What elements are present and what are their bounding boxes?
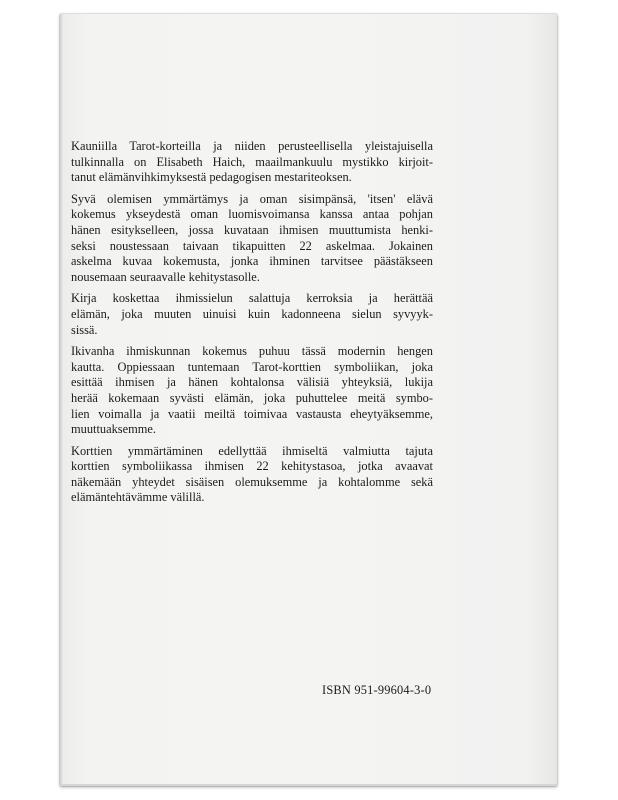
blurb-line: hänen esitykselleen, jossa kuvataan ihmisen muuttumista henki- — [71, 222, 433, 237]
blurb-line: Korttien ymmärtäminen edellyttää ihmiseltä valmiutta tajuta — [71, 443, 433, 458]
blurb-line: elämäntehtävämme välillä. — [71, 490, 205, 505]
blurb-line: korttien symboliikassa ihmisen 22 kehitystasoa, jotka avaavat — [71, 459, 433, 474]
blurb-line: näkemään yhteydet sisäisen olemuksemme ja kohtalomme sekä — [71, 474, 433, 489]
blurb-line: esittää ihmisen ja hänen kohtalonsa välisiä yhteyksiä, lukija — [71, 375, 433, 390]
isbn-number: ISBN 951-99604-3-0 — [322, 683, 432, 697]
blurb-line: Kauniilla Tarot-korteilla ja niiden perusteellisella yleistajuisella — [71, 139, 433, 153]
blurb-paragraph-5 — [71, 444, 433, 506]
blurb-paragraph-4 — [71, 344, 433, 438]
blurb-line: sissä. — [71, 322, 98, 337]
blurb-paragraph-3 — [71, 291, 433, 338]
blurb-line: Ikivanha ihmiskunnan kokemus puhuu tässä modernin hengen — [71, 344, 433, 359]
blurb-line: lien voimalla ja vaatii meiltä toimivaa vastausta eheytyäksemme, — [71, 406, 433, 421]
blurb-line: Syvä olemisen ymmärtämys ja oman sisimpänsä, 'itsen' elävä — [71, 191, 433, 206]
blurb-line: askelma kuvaa kokemusta, jonka ihminen tarvitsee päästäkseen — [71, 254, 433, 269]
bottom-edge — [60, 784, 557, 786]
blurb-line: herää kokemaan syvästi elämän, joka puhuttelee meitä symbo- — [71, 390, 433, 405]
blurb-line: tulkinnalla on Elisabeth Haich, maailmankuulu mystikko kirjoit- — [71, 154, 433, 169]
spine-edge — [60, 14, 63, 786]
blurb-line: Kirja koskettaa ihmissielun salattuja kerroksia ja herättää — [71, 291, 433, 306]
blurb-line: kokemus ykseydestä oman luomisvoimansa kanssa antaa pohjan — [71, 207, 433, 222]
blurb-line: muuttuaksemme. — [71, 422, 156, 437]
blurb-line: seksi noustessaan taivaan tikapuitten 22 askelmaa. Jokainen — [71, 238, 433, 253]
blurb-paragraph-1 — [71, 139, 433, 186]
blurb-line: tanut elämänvihkimyksestä pedagogisen mestariteoksen. — [71, 170, 352, 185]
blurb-paragraph-2 — [71, 192, 433, 286]
back-cover-blurb — [71, 139, 433, 512]
blurb-line: nousemaan seuraavalle kehitystasolle. — [71, 269, 260, 284]
blurb-line: elämän, joka muuten uinuisi kuin kadonneena sielun syvyyk- — [71, 306, 433, 321]
blurb-line: kautta. Oppiessaan tuntemaan Tarot-korttien symboliikan, joka — [71, 359, 433, 374]
